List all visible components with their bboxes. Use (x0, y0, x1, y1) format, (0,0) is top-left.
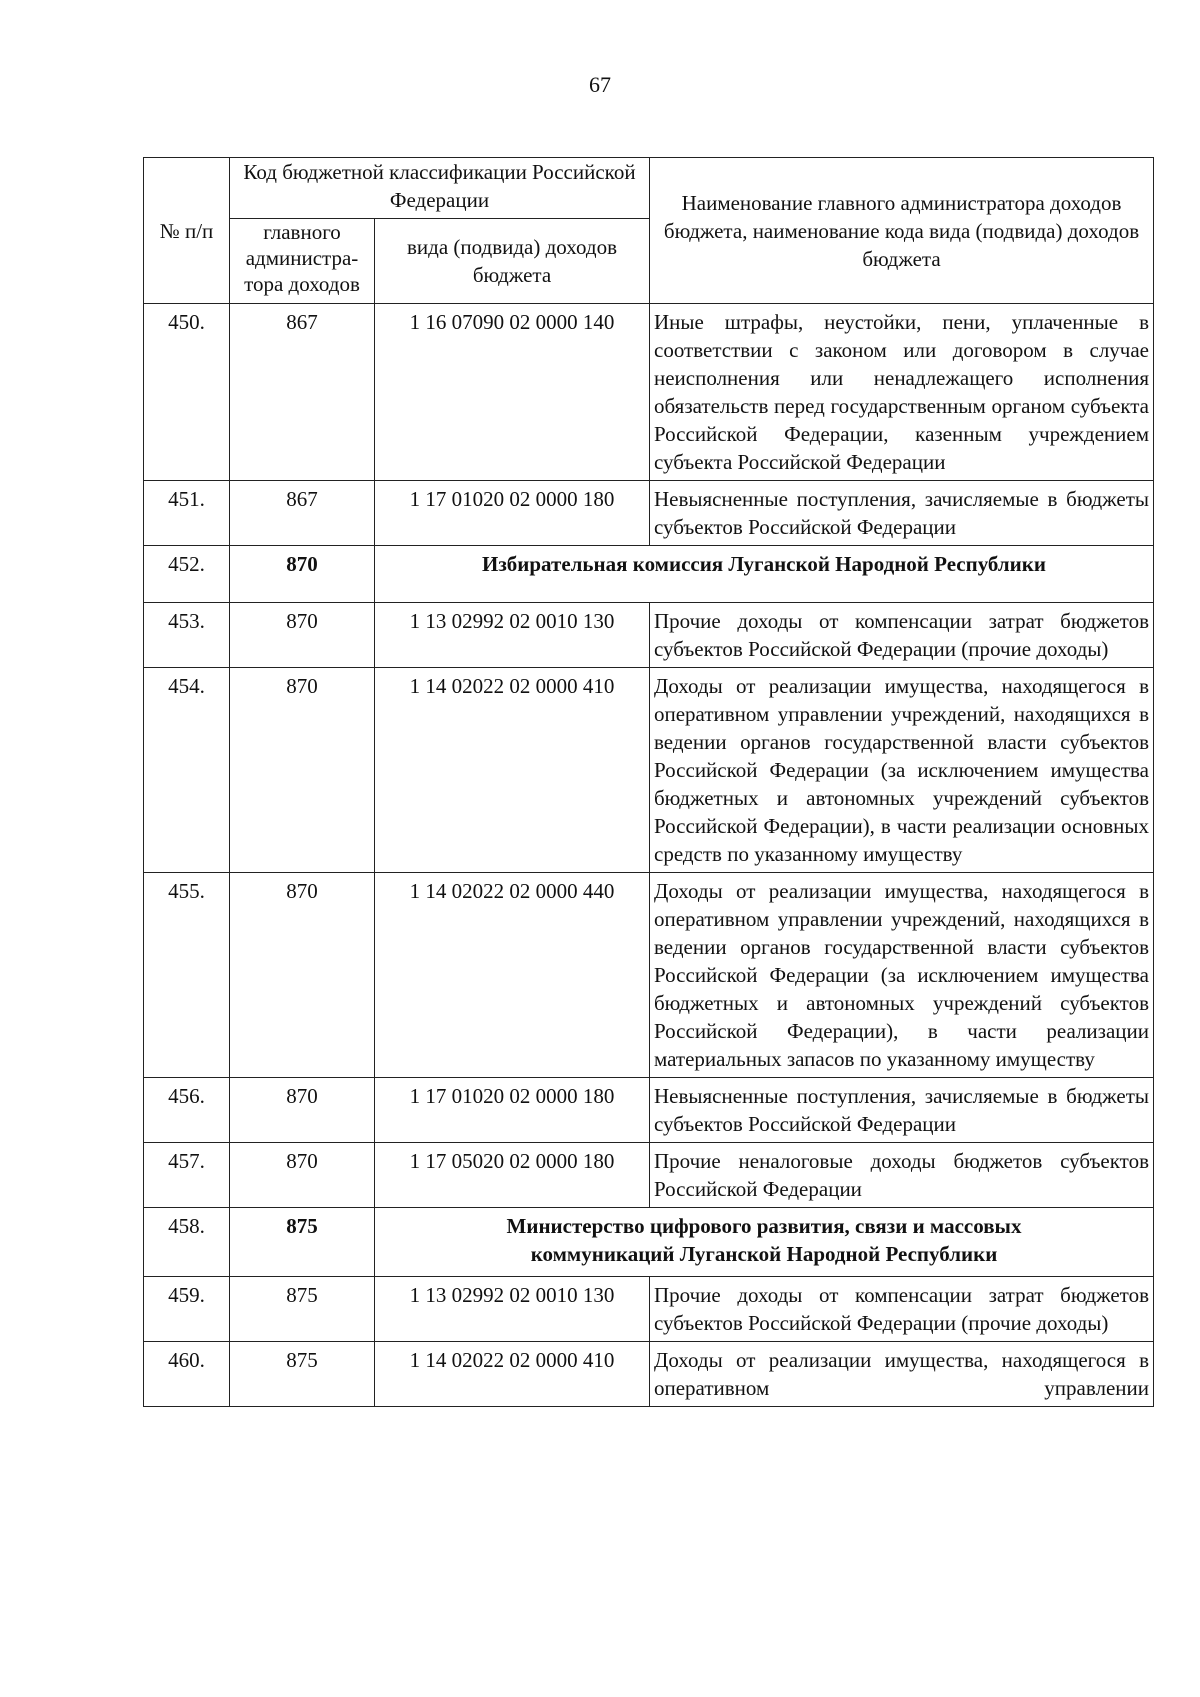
header-name: Наименование главного администратора доходов бюджета, наименование кода вида (подвида) доходов бюджета (650, 158, 1154, 304)
table-row (144, 668, 1154, 873)
row-income-code: 1 14 02022 02 0000 440 (375, 873, 650, 1078)
row-number: 453. (144, 603, 230, 668)
row-number: 454. (144, 668, 230, 873)
row-name: Доходы от реализации имущества, находящегося в оперативном управлении (650, 1342, 1154, 1407)
row-admin-code: 875 (230, 1277, 375, 1342)
row-name: Прочие неналоговые доходы бюджетов субъектов Российской Федерации (650, 1143, 1154, 1208)
row-income-code: 1 16 07090 02 0000 140 (375, 304, 650, 481)
row-name: Невыясненные поступления, зачисляемые в бюджеты субъектов Российской Федерации (650, 481, 1154, 546)
row-number: 456. (144, 1078, 230, 1143)
row-income-code: 1 14 02022 02 0000 410 (375, 1342, 650, 1407)
row-number: 455. (144, 873, 230, 1078)
row-name: Невыясненные поступления, зачисляемые в бюджеты субъектов Российской Федерации (650, 1078, 1154, 1143)
header-admin: главного администра-тора доходов (230, 219, 375, 304)
page-number: 67 (589, 72, 611, 97)
row-income-code: 1 14 02022 02 0000 410 (375, 668, 650, 873)
row-income-code: 1 17 01020 02 0000 180 (375, 481, 650, 546)
row-admin-code: 870 (230, 873, 375, 1078)
table-row (144, 1342, 1154, 1407)
row-name: Доходы от реализации имущества, находящегося в оперативном управлении учреждений, находящихся в ведении органов государственной власти субъектов Российской Федерации (за исключением имущества бюджетных и автономных учреждений субъектов Российской Федерации), в части реализации основных средств по указанному имуществу (650, 668, 1154, 873)
header-num: № п/п (144, 158, 230, 304)
row-admin-code: 870 (230, 1078, 375, 1143)
row-admin-code: 867 (230, 481, 375, 546)
row-income-code: 1 17 01020 02 0000 180 (375, 1078, 650, 1143)
header-code-group: Код бюджетной классификации Российской Федерации (230, 158, 650, 219)
row-number: 460. (144, 1342, 230, 1407)
row-name: Прочие доходы от компенсации затрат бюджетов субъектов Российской Федерации (прочие доходы) (650, 1277, 1154, 1342)
row-name: Иные штрафы, неустойки, пени, уплаченные в соответствии с законом или договором в случае неисполнения или ненадлежащего исполнения обязательств перед государственным органом субъекта Российской Федерации, казенным учреждением субъекта Российской Федерации (650, 304, 1154, 481)
budget-codes-table (143, 157, 1154, 1407)
row-income-code: 1 13 02992 02 0010 130 (375, 603, 650, 668)
section-row (144, 546, 1154, 603)
row-name: Прочие доходы от компенсации затрат бюджетов субъектов Российской Федерации (прочие доходы) (650, 603, 1154, 668)
row-income-code: 1 13 02992 02 0010 130 (375, 1277, 650, 1342)
section-title: Избирательная комиссия Луганской Народной Республики (375, 546, 1154, 603)
row-number: 450. (144, 304, 230, 481)
row-admin-code: 870 (230, 668, 375, 873)
row-number: 452. (144, 546, 230, 603)
section-row (144, 1208, 1154, 1277)
table-row (144, 1078, 1154, 1143)
table-row (144, 873, 1154, 1078)
table-row (144, 1143, 1154, 1208)
table-row (144, 304, 1154, 481)
section-admin-code: 875 (230, 1208, 375, 1277)
row-income-code: 1 17 05020 02 0000 180 (375, 1143, 650, 1208)
section-title: Министерство цифрового развития, связи и массовых коммуникаций Луганской Народной Республики (375, 1208, 1154, 1277)
table-row (144, 603, 1154, 668)
section-admin-code: 870 (230, 546, 375, 603)
row-admin-code: 875 (230, 1342, 375, 1407)
table-row (144, 481, 1154, 546)
row-admin-code: 870 (230, 1143, 375, 1208)
table-row (144, 1277, 1154, 1342)
table-header-row (144, 158, 1154, 219)
row-name: Доходы от реализации имущества, находящегося в оперативном управлении учреждений, находящихся в ведении органов государственной власти субъектов Российской Федерации (за исключением имущества бюджетных и автономных учреждений субъектов Российской Федерации), в части реализации материальных запасов по указанному имуществу (650, 873, 1154, 1078)
row-admin-code: 870 (230, 603, 375, 668)
row-number: 459. (144, 1277, 230, 1342)
row-admin-code: 867 (230, 304, 375, 481)
row-number: 457. (144, 1143, 230, 1208)
header-code: вида (подвида) доходов бюджета (375, 219, 650, 304)
row-number: 458. (144, 1208, 230, 1277)
row-number: 451. (144, 481, 230, 546)
